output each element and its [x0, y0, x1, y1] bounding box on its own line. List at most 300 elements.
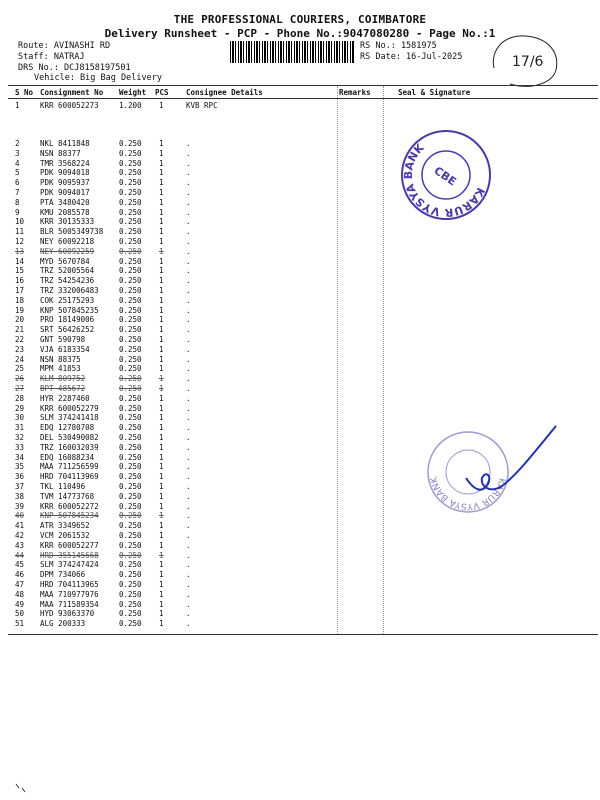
row-weight: 0.250: [119, 619, 142, 629]
row-pcs: 1: [159, 178, 164, 188]
row-consignee-details: .: [186, 501, 191, 511]
table-row: [0, 276, 600, 286]
row-sno: 45: [15, 560, 25, 570]
row-weight: 0.250: [119, 207, 142, 217]
handwritten-page-mark: [486, 30, 566, 90]
row-pcs: 1: [159, 491, 164, 501]
row-weight: 0.250: [119, 237, 142, 246]
row-pcs: 1: [159, 384, 164, 393]
row-consignee-details: .: [186, 462, 191, 472]
table-row: [0, 266, 600, 276]
row-consignment-no: SLM 374247424: [40, 560, 99, 570]
col-consignment: Consignment No: [40, 88, 104, 97]
row-consignee-details: .: [186, 433, 191, 442]
row-pcs: 1: [159, 462, 164, 472]
row-sno: 42: [15, 531, 25, 540]
row-consignment-no: VCM 2061532: [40, 531, 90, 540]
row-weight: 0.250: [119, 374, 142, 384]
row-pcs: 1: [159, 599, 164, 609]
row-pcs: 1: [159, 560, 164, 570]
header-bottom-rule: [8, 98, 598, 99]
row-consignment-no: MAA 711256599: [40, 462, 99, 472]
row-consignment-no: KNP 507845235: [40, 305, 99, 315]
row-consignee-details: .: [186, 256, 191, 266]
row-consignment-no: TRZ 160032039: [40, 442, 99, 452]
row-pcs: 1: [159, 335, 164, 344]
row-sno: 25: [15, 364, 25, 374]
table-row: [0, 580, 600, 590]
row-sno: 33: [15, 442, 25, 452]
row-pcs: 1: [159, 511, 164, 521]
row-consignee-details: .: [186, 325, 191, 335]
row-consignee-details: .: [186, 178, 191, 188]
row-consignee-details: .: [186, 246, 191, 256]
row-pcs: 1: [159, 101, 164, 110]
row-sno: 22: [15, 335, 25, 344]
row-weight: 0.250: [119, 335, 142, 344]
row-consignee-details: .: [186, 384, 191, 393]
row-consignment-no: TRZ 54254236: [40, 276, 95, 286]
row-consignee-details: .: [186, 295, 191, 305]
row-weight: 0.250: [119, 403, 142, 413]
row-consignment-no: HYD 93063370: [40, 609, 95, 619]
row-weight: 0.250: [119, 580, 142, 589]
row-sno: 21: [15, 325, 25, 335]
row-consignee-details: .: [186, 619, 191, 629]
route-label: Route: AVINASHI RD: [18, 41, 111, 51]
table-row: [0, 335, 600, 345]
row-consignment-no: HRD 704113965: [40, 580, 99, 589]
row-weight: 0.250: [119, 305, 142, 315]
row-weight: 0.250: [119, 197, 142, 207]
row-consignee-details: .: [186, 589, 191, 599]
row-weight: 0.250: [119, 344, 142, 354]
table-row: [0, 315, 600, 325]
row-pcs: 1: [159, 286, 164, 295]
row-consignee-details: .: [186, 344, 191, 354]
row-consignment-no: PRO 18149006: [40, 315, 95, 325]
row-pcs: 1: [159, 364, 164, 374]
row-sno: 1: [15, 101, 20, 110]
row-consignment-no: PDK 9094017: [40, 188, 90, 197]
row-consignment-no: SLM 374241418: [40, 413, 99, 423]
table-row: [0, 325, 600, 335]
table-row: [0, 345, 600, 355]
table-bottom-rule: [8, 634, 598, 635]
row-pcs: 1: [159, 139, 164, 148]
row-pcs: 1: [159, 550, 164, 560]
row-consignment-no: TRZ 52005564: [40, 266, 95, 276]
row-weight: 0.250: [119, 325, 142, 335]
row-consignment-no: NSN 88375: [40, 354, 81, 364]
row-consignment-no: GNT 590798: [40, 335, 86, 344]
staff-label: Staff: NATRAJ: [18, 52, 85, 62]
row-sno: 9: [15, 207, 20, 217]
row-pcs: 1: [159, 521, 164, 531]
row-consignee-details: .: [186, 364, 191, 374]
table-row: [0, 502, 600, 512]
row-consignment-no: NEY 60092259: [40, 246, 95, 256]
table-row: [0, 149, 600, 159]
table-row: [0, 619, 600, 629]
row-pcs: 1: [159, 276, 164, 286]
row-consignment-no: DEL 530490082: [40, 433, 99, 442]
col-remarks: Remarks: [339, 88, 371, 97]
row-consignee-details: .: [186, 570, 191, 580]
row-consignee-details: .: [186, 540, 191, 550]
row-consignment-no: NKL 8411848: [40, 139, 90, 148]
table-row: [0, 198, 600, 208]
row-consignee-details: .: [186, 482, 191, 491]
row-consignee-details: .: [186, 335, 191, 344]
table-row: [0, 570, 600, 580]
row-weight: 0.250: [119, 491, 142, 501]
row-consignee-details: .: [186, 168, 191, 178]
corner-mark: [14, 782, 28, 794]
row-sno: 24: [15, 354, 25, 364]
row-sno: 4: [15, 158, 20, 168]
row-consignment-no: KNP 507845234: [40, 511, 99, 521]
table-row: [0, 394, 600, 404]
row-consignment-no: KRR 600052279: [40, 403, 99, 413]
row-consignment-no: EDQ 16088234: [40, 452, 95, 462]
company-title: THE PROFESSIONAL COURIERS, COIMBATORE: [173, 13, 427, 26]
row-weight: 0.250: [119, 315, 142, 325]
row-weight: 0.250: [119, 384, 142, 393]
barcode: [230, 41, 354, 63]
row-consignment-no: KMU 2085578: [40, 207, 90, 217]
row-sno: 32: [15, 433, 25, 442]
row-sno: 14: [15, 256, 25, 266]
row-weight: 1.200: [119, 101, 142, 110]
table-row: [0, 404, 600, 414]
table-row: [0, 101, 600, 111]
row-consignment-no: NEY 60092218: [40, 237, 95, 246]
row-consignee-details: .: [186, 413, 191, 423]
row-sno: 27: [15, 384, 25, 393]
row-consignment-no: COK 25175293: [40, 295, 95, 305]
row-weight: 0.250: [119, 188, 142, 197]
row-pcs: 1: [159, 403, 164, 413]
row-consignee-details: .: [186, 276, 191, 286]
table-row: [0, 178, 600, 188]
table-row: [0, 208, 600, 218]
row-sno: 11: [15, 227, 25, 237]
row-consignee-details: .: [186, 521, 191, 531]
stamp2-ring-text: KARUR VYSYA BANK: [429, 475, 507, 512]
row-weight: 0.250: [119, 246, 142, 256]
row-consignment-no: TRZ 332006483: [40, 286, 99, 295]
row-pcs: 1: [159, 354, 164, 364]
row-sno: 51: [15, 619, 25, 629]
stamp1-inner-text: CBE: [431, 164, 459, 189]
table-row: [0, 296, 600, 306]
row-weight: 0.250: [119, 423, 142, 433]
table-row: [0, 188, 600, 198]
row-sno: 43: [15, 540, 25, 550]
row-pcs: 1: [159, 197, 164, 207]
table-row: [0, 227, 600, 237]
row-consignee-details: .: [186, 207, 191, 217]
row-pcs: 1: [159, 609, 164, 619]
table-row: [0, 521, 600, 531]
row-sno: 40: [15, 511, 25, 521]
row-sno: 47: [15, 580, 25, 589]
row-consignment-no: TVM 14773768: [40, 491, 95, 501]
row-pcs: 1: [159, 168, 164, 178]
row-pcs: 1: [159, 227, 164, 237]
bank-seal-stamp: [398, 127, 494, 223]
row-pcs: 1: [159, 452, 164, 462]
table-row: [0, 247, 600, 257]
table-row: [0, 355, 600, 365]
row-consignment-no: BPT 485672: [40, 384, 86, 393]
row-consignment-no: MAA 710977976: [40, 589, 99, 599]
row-consignment-no: PDK 9094018: [40, 168, 90, 178]
col-pcs: PCS: [155, 88, 169, 97]
row-pcs: 1: [159, 570, 164, 580]
table-row: [0, 541, 600, 551]
row-consignee-details: .: [186, 472, 191, 482]
row-sno: 16: [15, 276, 25, 286]
row-consignment-no: MYD 5670784: [40, 256, 90, 266]
row-consignment-no: ALG 200333: [40, 619, 86, 629]
row-weight: 0.250: [119, 531, 142, 540]
row-weight: 0.250: [119, 442, 142, 452]
row-sno: 35: [15, 462, 25, 472]
table-row: [0, 374, 600, 384]
row-consignee-details: .: [186, 188, 191, 197]
table-row: [0, 237, 600, 247]
row-weight: 0.250: [119, 413, 142, 423]
row-consignment-no: HRD 355145668: [40, 550, 99, 560]
row-sno: 38: [15, 491, 25, 501]
row-consignment-no: TKL 110496: [40, 482, 86, 491]
table-row: [0, 168, 600, 178]
row-pcs: 1: [159, 266, 164, 276]
row-consignment-no: EDQ 12780708: [40, 423, 95, 433]
col-weight: Weight: [119, 88, 147, 97]
table-row: [0, 257, 600, 267]
row-pcs: 1: [159, 148, 164, 158]
row-sno: 15: [15, 266, 25, 276]
row-sno: 2: [15, 139, 20, 148]
row-pcs: 1: [159, 207, 164, 217]
table-row: [0, 306, 600, 316]
row-pcs: 1: [159, 158, 164, 168]
row-weight: 0.250: [119, 570, 142, 580]
row-weight: 0.250: [119, 217, 142, 227]
row-sno: 23: [15, 344, 25, 354]
row-weight: 0.250: [119, 433, 142, 442]
row-consignee-details: .: [186, 560, 191, 570]
row-consignment-no: KRR 600052273: [40, 101, 99, 110]
stamp1-ring-text: KARUR VYSYA BANK: [401, 141, 488, 220]
row-consignment-no: NSN 88377: [40, 148, 81, 158]
row-consignment-no: KRR 600052272: [40, 501, 99, 511]
row-weight: 0.250: [119, 227, 142, 237]
row-weight: 0.250: [119, 139, 142, 148]
row-consignee-details: .: [186, 599, 191, 609]
row-weight: 0.250: [119, 511, 142, 521]
row-pcs: 1: [159, 344, 164, 354]
row-consignee-details: .: [186, 354, 191, 364]
row-sno: 5: [15, 168, 20, 178]
row-weight: 0.250: [119, 178, 142, 188]
row-sno: 12: [15, 237, 25, 246]
row-consignee-details: .: [186, 511, 191, 521]
row-consignee-details: .: [186, 158, 191, 168]
row-consignee-details: .: [186, 442, 191, 452]
row-sno: 49: [15, 599, 25, 609]
row-sno: 3: [15, 148, 20, 158]
row-weight: 0.250: [119, 482, 142, 491]
row-consignee-details: .: [186, 139, 191, 148]
vehicle-label: Vehicle: Big Bag Delivery: [34, 73, 162, 83]
row-sno: 44: [15, 550, 25, 560]
row-sno: 8: [15, 197, 20, 207]
row-weight: 0.250: [119, 540, 142, 550]
row-consignee-details: .: [186, 305, 191, 315]
row-consignment-no: ATR 3349652: [40, 521, 90, 531]
row-sno: 31: [15, 423, 25, 433]
table-row: [0, 609, 600, 619]
row-weight: 0.250: [119, 354, 142, 364]
table-row: [0, 590, 600, 600]
row-weight: 0.250: [119, 550, 142, 560]
row-sno: 34: [15, 452, 25, 462]
row-pcs: 1: [159, 325, 164, 335]
table-row: [0, 511, 600, 521]
row-sno: 18: [15, 295, 25, 305]
row-weight: 0.250: [119, 609, 142, 619]
row-consignee-details: .: [186, 452, 191, 462]
row-consignment-no: VJA 6183354: [40, 344, 90, 354]
row-pcs: 1: [159, 413, 164, 423]
row-consignee-details: KVB RPC: [186, 101, 218, 110]
row-consignment-no: SRT 56426252: [40, 325, 95, 335]
row-pcs: 1: [159, 315, 164, 325]
row-consignee-details: .: [186, 550, 191, 560]
col-sno: S No: [15, 88, 34, 97]
row-consignee-details: .: [186, 227, 191, 237]
row-pcs: 1: [159, 305, 164, 315]
row-consignee-details: .: [186, 286, 191, 295]
row-weight: 0.250: [119, 501, 142, 511]
row-sno: 50: [15, 609, 25, 619]
row-consignee-details: .: [186, 403, 191, 413]
row-consignee-details: .: [186, 393, 191, 403]
row-weight: 0.250: [119, 266, 142, 276]
row-sno: 36: [15, 472, 25, 482]
row-sno: 37: [15, 482, 25, 491]
row-pcs: 1: [159, 433, 164, 442]
row-pcs: 1: [159, 374, 164, 384]
row-sno: 41: [15, 521, 25, 531]
row-pcs: 1: [159, 246, 164, 256]
row-weight: 0.250: [119, 393, 142, 403]
row-consignee-details: .: [186, 148, 191, 158]
row-weight: 0.250: [119, 286, 142, 295]
row-weight: 0.250: [119, 472, 142, 482]
row-pcs: 1: [159, 188, 164, 197]
row-weight: 0.250: [119, 295, 142, 305]
row-consignment-no: KRR 30135333: [40, 217, 95, 227]
row-weight: 0.250: [119, 158, 142, 168]
row-sno: 39: [15, 501, 25, 511]
row-pcs: 1: [159, 531, 164, 540]
row-weight: 0.250: [119, 462, 142, 472]
row-consignee-details: .: [186, 315, 191, 325]
row-sno: 30: [15, 413, 25, 423]
row-consignment-no: MPM 41853: [40, 364, 81, 374]
row-pcs: 1: [159, 472, 164, 482]
table-row: [0, 139, 600, 149]
row-consignee-details: .: [186, 531, 191, 540]
col-signature: Seal & Signature: [398, 88, 471, 97]
row-weight: 0.250: [119, 560, 142, 570]
row-consignee-details: .: [186, 237, 191, 246]
row-consignment-no: PDK 9095937: [40, 178, 90, 188]
row-consignment-no: HYR 2287460: [40, 393, 90, 403]
table-row: [0, 159, 600, 169]
table-row: [0, 600, 600, 610]
table-row: [0, 531, 600, 541]
row-consignee-details: .: [186, 423, 191, 433]
row-consignee-details: .: [186, 580, 191, 589]
row-sno: 19: [15, 305, 25, 315]
row-pcs: 1: [159, 217, 164, 227]
row-pcs: 1: [159, 393, 164, 403]
row-weight: 0.250: [119, 599, 142, 609]
row-weight: 0.250: [119, 452, 142, 462]
drs-number: DRS No.: DCJ8158197501: [18, 63, 131, 73]
table-row: [0, 560, 600, 570]
row-pcs: 1: [159, 482, 164, 491]
col-details: Consignee Details: [186, 88, 263, 97]
row-consignment-no: PTA 3480420: [40, 197, 90, 207]
row-weight: 0.250: [119, 276, 142, 286]
row-pcs: 1: [159, 589, 164, 599]
table-row: [0, 551, 600, 561]
row-consignment-no: DPM 734066: [40, 570, 86, 580]
row-pcs: 1: [159, 295, 164, 305]
table-row: [0, 364, 600, 374]
row-consignee-details: .: [186, 374, 191, 384]
row-sno: 7: [15, 188, 20, 197]
row-pcs: 1: [159, 619, 164, 629]
row-sno: 6: [15, 178, 20, 188]
row-pcs: 1: [159, 540, 164, 550]
row-sno: 13: [15, 246, 25, 256]
row-sno: 29: [15, 403, 25, 413]
row-pcs: 1: [159, 442, 164, 452]
table-row: [0, 217, 600, 227]
row-sno: 17: [15, 286, 25, 295]
row-consignment-no: HRD 704113969: [40, 472, 99, 482]
row-consignee-details: .: [186, 266, 191, 276]
row-weight: 0.250: [119, 589, 142, 599]
row-consignment-no: TMR 3568224: [40, 158, 90, 168]
row-sno: 26: [15, 374, 25, 384]
row-consignment-no: MAA 711589354: [40, 599, 99, 609]
row-consignee-details: .: [186, 197, 191, 207]
table-row: [0, 286, 600, 296]
row-pcs: 1: [159, 580, 164, 589]
row-sno: 46: [15, 570, 25, 580]
row-weight: 0.250: [119, 364, 142, 374]
row-sno: 48: [15, 589, 25, 599]
